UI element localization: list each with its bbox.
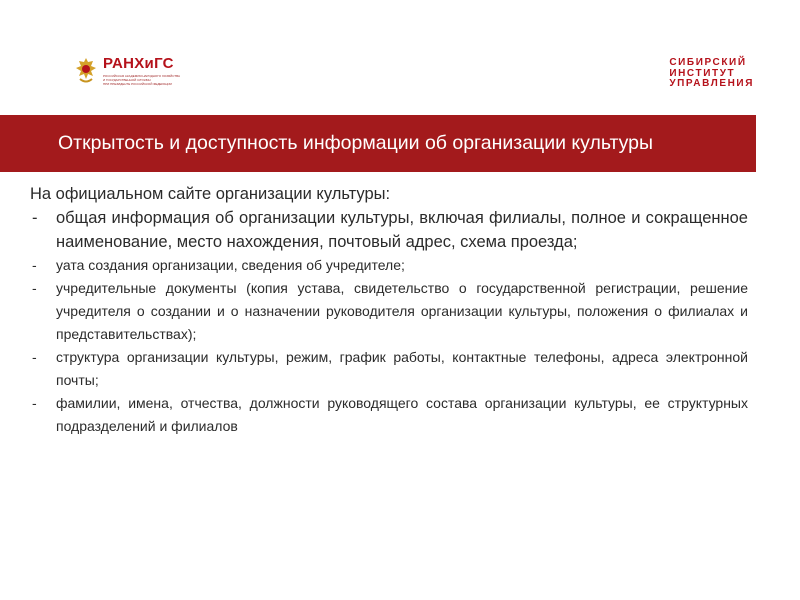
bullet-dash: -: [32, 280, 37, 296]
bullet-dash: -: [32, 209, 38, 227]
ranepa-logo: [74, 56, 180, 86]
list-item-text: учредительные документы (копия устава, свидетельство о государственной регистрации, решение учредителя о создании и о назначении руководителя организации культуры, положения о филиалах и представительствах);: [56, 280, 748, 342]
list-item-text: фамилии, имена, отчества, должности руководящего состава организации культуры, ее структурных подразделений и филиалов: [56, 395, 748, 434]
siu-logo-line: УПРАВЛЕНИЯ: [669, 78, 754, 89]
info-list: [30, 206, 748, 438]
emblem-icon: [74, 57, 98, 85]
ranepa-subtitle-line: И ГОСУДАРСТВЕННОЙ СЛУЖБЫ: [103, 78, 151, 82]
ranepa-title: РАНХиГС: [103, 55, 174, 72]
list-item-text: структура организации культуры, режим, график работы, контактные телефоны, адреса электронной почты;: [56, 349, 748, 388]
ranepa-subtitle-line: ПРИ ПРЕЗИДЕНТЕ РОССИЙСКОЙ ФЕДЕРАЦИИ: [103, 82, 172, 86]
intro-text: На официальном сайте организации культуры:: [30, 185, 391, 203]
list-item: [30, 206, 748, 254]
list-item-text: общая информация об организации культуры, включая филиалы, полное и сокращенное наименование, место нахождения, почтовый адрес, схема проезда;: [56, 209, 748, 251]
list-item: [30, 254, 748, 277]
title-banner: [0, 115, 756, 172]
siu-logo-line: СИБИРСКИЙ: [669, 57, 747, 68]
siu-logo-line: ИНСТИТУТ: [669, 67, 736, 79]
siu-logo: [669, 58, 754, 90]
bullet-dash: -: [32, 349, 37, 365]
list-item: [30, 392, 748, 438]
list-item: [30, 346, 748, 392]
bullet-dash: -: [32, 395, 37, 411]
ranepa-subtitle: [103, 74, 180, 86]
slide-title: Открытость и доступность информации об организации культуры: [58, 132, 654, 154]
bullet-dash: -: [32, 257, 37, 273]
ranepa-subtitle-line: РОССИЙСКАЯ АКАДЕМИЯ НАРОДНОГО ХОЗЯЙСТВА: [103, 74, 181, 78]
list-item: [30, 277, 748, 346]
list-item-text: уата создания организации, сведения об учредителе;: [56, 257, 405, 273]
slide-content: [30, 182, 748, 438]
